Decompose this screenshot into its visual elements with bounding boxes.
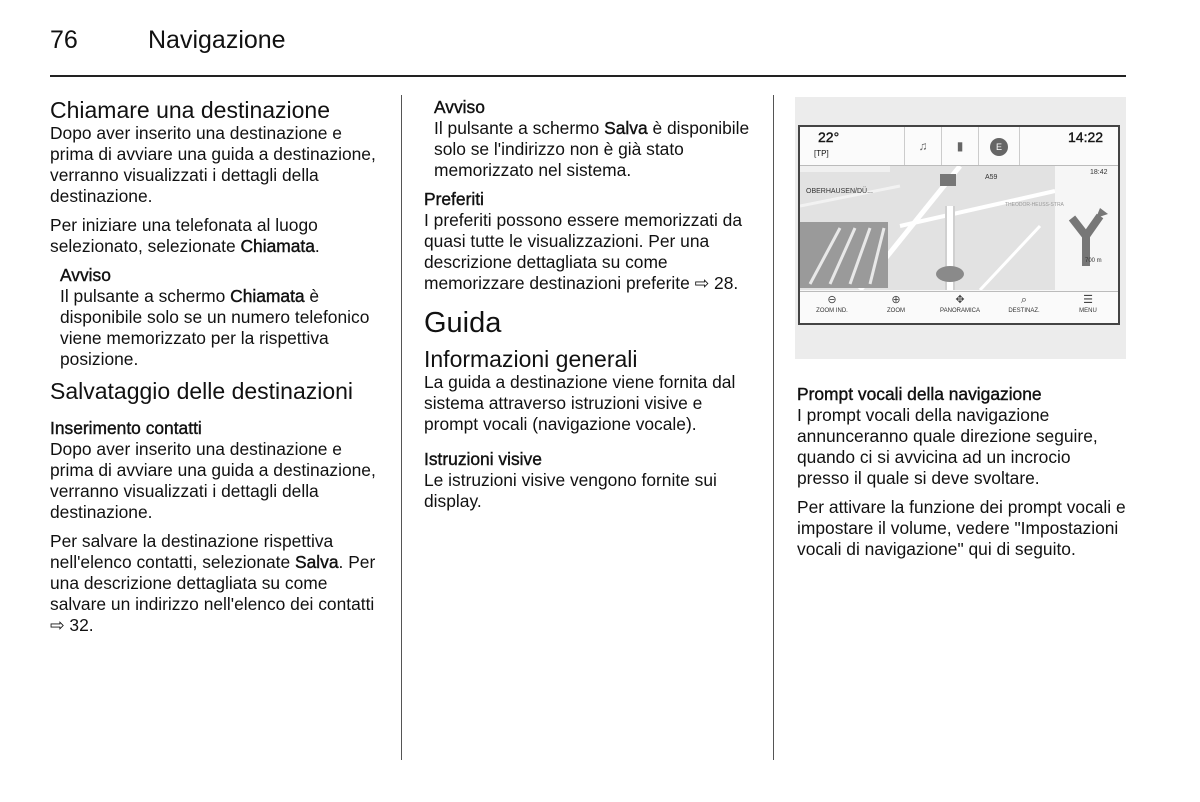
destination-search-icon: ⌕ xyxy=(1020,294,1028,306)
phone-icon: ▮ xyxy=(941,127,978,165)
screen-bottombar xyxy=(800,291,1118,324)
note-save xyxy=(424,97,754,181)
zoom-out-button: ⊖ ZOOM IND. xyxy=(800,292,864,324)
paragraph-favorites: I preferiti possono essere memorizzati da quasi tutte le visualizzazioni. Per una descrizione dettagliata su come memorizzare destinazioni preferite ⇨ 28. xyxy=(424,210,742,293)
navigation-screen xyxy=(798,125,1120,325)
road-label: A59 xyxy=(985,174,998,181)
map-graphics xyxy=(800,166,1118,290)
header-rule xyxy=(50,75,1126,77)
navigation-icon: E xyxy=(978,127,1020,165)
distance-label: 700 m xyxy=(1085,258,1102,264)
pan-icon: ✥ xyxy=(955,294,965,306)
zoom-out-icon: ⊖ xyxy=(827,294,837,306)
navigation-screen-figure xyxy=(795,97,1126,359)
paragraph-call-1: Dopo aver inserito una destinazione e prima di avviare una guida a destinazione, verranno visualizzati i dettagli della destinazione. xyxy=(50,123,376,206)
section-heading-save: Salvataggio delle destinazioni xyxy=(50,378,354,404)
paragraph-info: La guida a destinazione viene fornita dal sistema attraverso istruzioni visive e prompt vocali (navigazione vocale). xyxy=(424,372,736,434)
paragraph-save-2: Per salvare la destinazione rispettiva nell'elenco contatti, selezionate Salva. Per una descrizione dettagliata su come salvare un indirizzo nell'elenco dei contatti ⇨ 32. xyxy=(50,531,376,635)
note-title: Avviso xyxy=(60,265,111,285)
subheading-prompts: Prompt vocali della navigazione xyxy=(797,384,1042,404)
note-call xyxy=(50,265,385,370)
column-2 xyxy=(424,97,754,520)
destination-button: ⌕ DESTINAZ. xyxy=(992,292,1056,324)
note-title: Avviso xyxy=(434,97,485,117)
chapter-heading-guida: Guida xyxy=(424,307,502,339)
section-heading-call: Chiamare una destinazione xyxy=(50,97,331,123)
note-text: Il pulsante a schermo Chiamata è disponibile solo se un numero telefonico viene memorizzato per la rispettiva posizione. xyxy=(60,286,370,369)
paragraph-save-1: Dopo aver inserito una destinazione e prima di avviare una guida a destinazione, verranno visualizzati i dettagli della destinazione. xyxy=(50,439,376,522)
page-title: Navigazione xyxy=(148,26,286,54)
pan-button: ✥ PANORAMICA xyxy=(928,292,992,324)
tp-indicator: [TP] xyxy=(814,149,829,158)
column-divider-2 xyxy=(773,95,774,760)
note-text: Il pulsante a schermo Salva è disponibile solo se l'indirizzo non è già stato memorizzato nel sistema. xyxy=(434,118,750,180)
zoom-in-button: ⊕ ZOOM xyxy=(864,292,928,324)
eta-label: 18:42 xyxy=(1090,169,1108,176)
map-view xyxy=(800,166,1118,290)
temperature: 22° xyxy=(818,129,840,145)
column-divider-1 xyxy=(401,95,402,760)
music-icon: ♫ xyxy=(904,127,941,165)
subheading-favorites: Preferiti xyxy=(424,189,484,209)
page-number: 76 xyxy=(50,26,78,54)
section-heading-info: Informazioni generali xyxy=(424,346,638,372)
paragraph-prompts-2: Per attivare la funzione dei prompt vocali e impostare il volume, vedere "Impostazioni vocali di navigazione" qui di seguito. xyxy=(797,497,1126,559)
paragraph-visual: Le istruzioni visive vengono fornite sui display. xyxy=(424,470,717,511)
clock: 14:22 xyxy=(1068,129,1104,145)
zoom-in-icon: ⊕ xyxy=(891,294,901,306)
column-3 xyxy=(797,384,1127,568)
paragraph-prompts-1: I prompt vocali della navigazione annunceranno quale direzione seguire, quando ci si avvicina ad un incrocio presso il quale si deve svoltare. xyxy=(797,405,1098,488)
paragraph-call-2: Per iniziare una telefonata al luogo selezionato, selezionate Chiamata. xyxy=(50,215,320,256)
subheading-contacts: Inserimento contatti xyxy=(50,418,202,438)
screen-topbar xyxy=(800,127,1118,166)
column-1 xyxy=(50,97,385,644)
street-label: THEODOR-HEUSS-STRA xyxy=(1005,202,1064,208)
place-label: OBERHAUSEN/DÜ... xyxy=(806,188,873,195)
menu-icon: ☰ xyxy=(1083,294,1093,306)
menu-button: ☰ MENU xyxy=(1056,292,1120,324)
subheading-visual: Istruzioni visive xyxy=(424,449,542,469)
